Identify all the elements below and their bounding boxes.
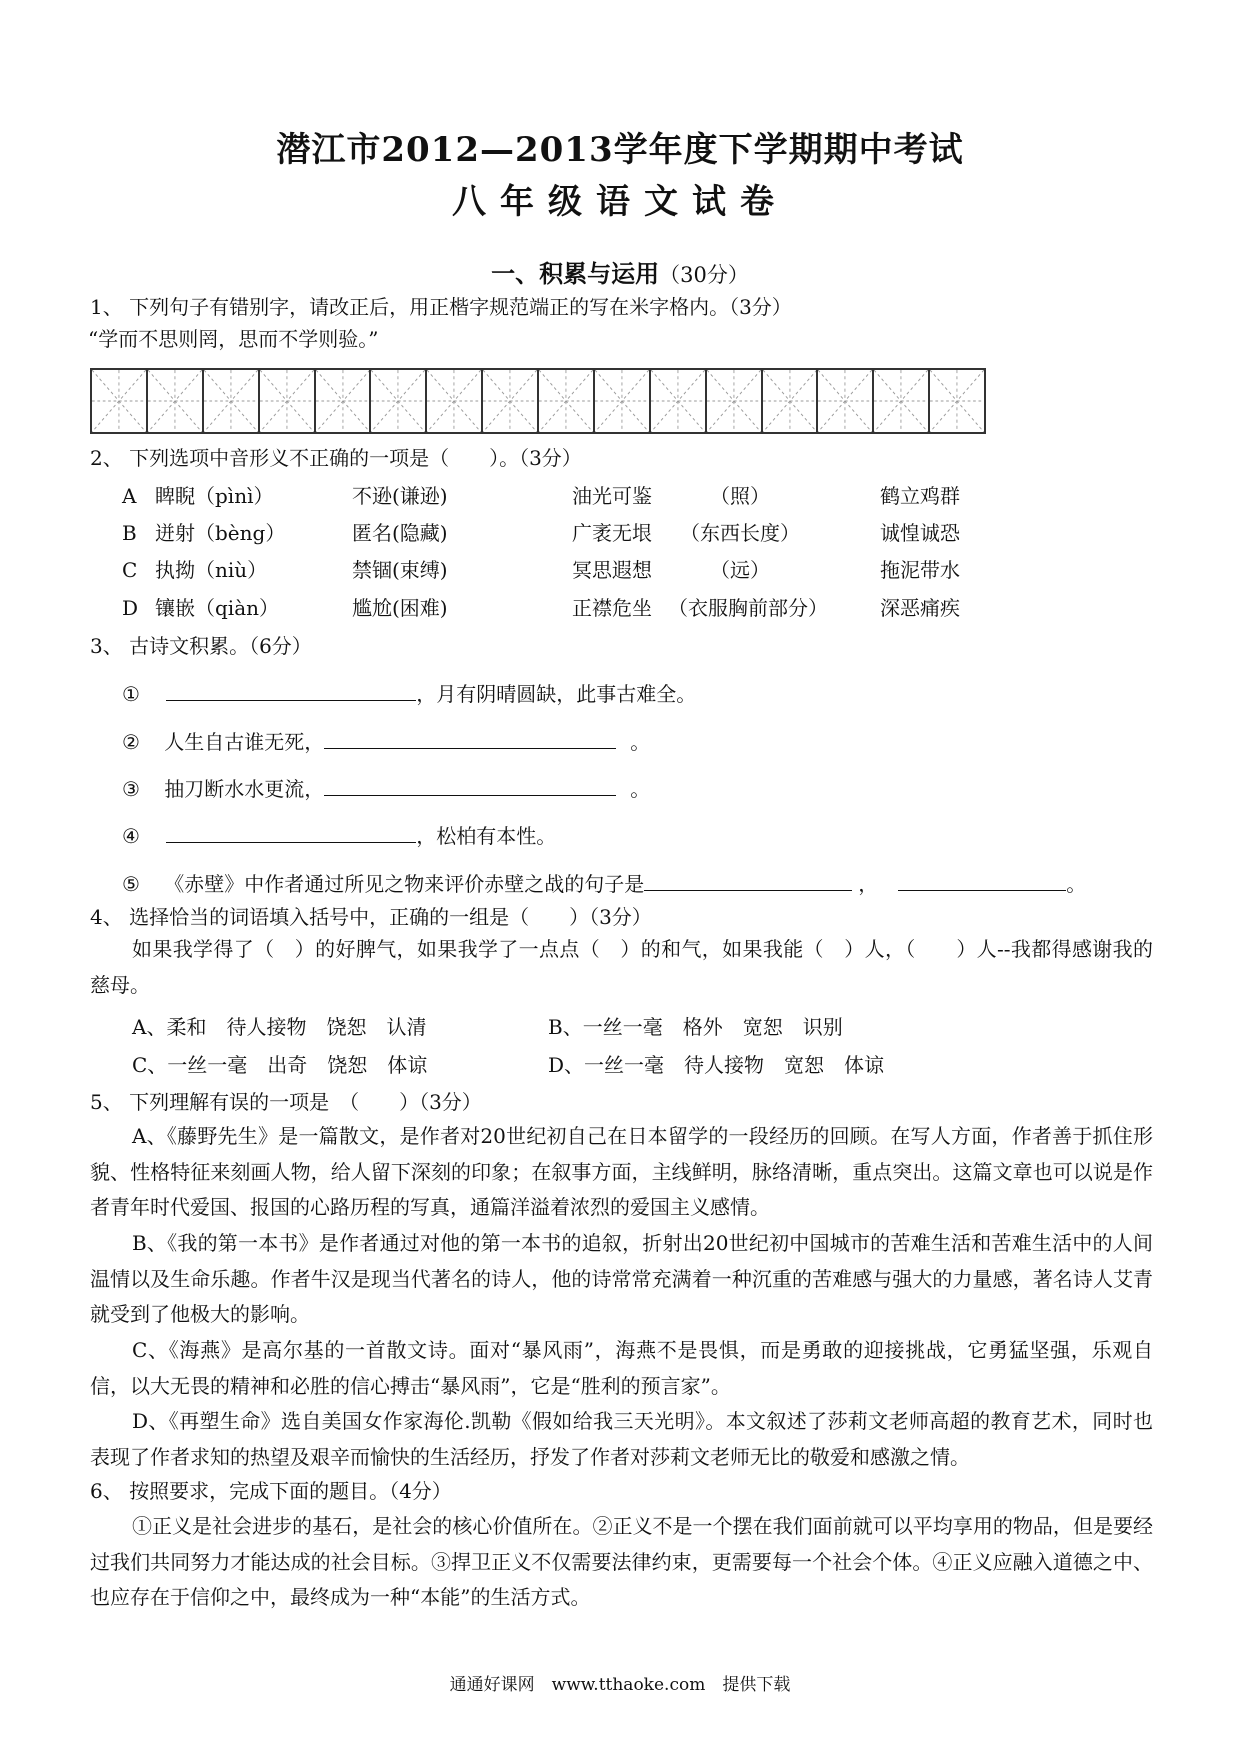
mizi-cell[interactable] bbox=[371, 370, 427, 432]
q2-option-col3-gloss: （照） bbox=[710, 484, 770, 508]
q3-item-mark: ① bbox=[122, 682, 140, 706]
mizi-guide-lines bbox=[371, 370, 425, 432]
mizi-cell[interactable] bbox=[260, 370, 316, 432]
q2-option-letter: A bbox=[122, 484, 137, 508]
mizi-guide-lines bbox=[204, 370, 258, 432]
q2-option-col2: 禁锢(束缚) bbox=[352, 558, 448, 582]
q3-answer-blank-2[interactable] bbox=[324, 726, 616, 749]
q5-option-d: D、《再塑生命》选自美国女作家海伦.凯勒《假如给我三天光明》。本文叙述了莎莉文老师高超的教育艺术，同时也表现了作者求知的热望及艰辛而愉快的生活经历，抒发了作者对莎莉文老师无比的敬爱和感激之情。 bbox=[90, 1409, 1153, 1469]
q3-item-after: 。 bbox=[630, 730, 651, 754]
exam-title-line2: 八年级语文试卷 bbox=[452, 182, 788, 222]
mizi-cell[interactable] bbox=[92, 370, 148, 432]
mizi-cell[interactable] bbox=[316, 370, 372, 432]
mizi-cell[interactable] bbox=[763, 370, 819, 432]
q4-option-d: D、一丝一毫 待人接物 宽恕 体谅 bbox=[548, 1053, 885, 1077]
q3-answer-blank-5b[interactable] bbox=[898, 868, 1066, 891]
q2-option-col4: 拖泥带水 bbox=[880, 558, 960, 582]
q3-item-after: 。 bbox=[630, 777, 651, 801]
q5-stem: 5、 下列理解有误的一项是 （ ）（3分） bbox=[90, 1090, 482, 1114]
mizi-guide-lines bbox=[763, 370, 817, 432]
q3-answer-blank-4[interactable] bbox=[166, 820, 416, 843]
q3-answer-blank-1[interactable] bbox=[166, 678, 416, 701]
q4-option-a: A、柔和 待人接物 饶恕 认清 bbox=[132, 1015, 427, 1039]
q2-option-col3-word: 冥思遐想 bbox=[572, 558, 652, 582]
mizi-guide-lines bbox=[595, 370, 649, 432]
q2-option-col2: 尴尬(困难) bbox=[352, 596, 448, 620]
q3-item-before: 人生自古谁无死， bbox=[164, 730, 325, 754]
q2-option-col1: 睥睨（pìnì） bbox=[155, 484, 274, 508]
q2-option-col3-word: 广袤无垠 bbox=[572, 521, 652, 545]
mizi-cell[interactable] bbox=[148, 370, 204, 432]
q2-option-col2: 不逊(谦逊) bbox=[352, 484, 448, 508]
q3-item-1 bbox=[122, 678, 696, 708]
q6-stem: 6、 按照要求，完成下面的题目。（4分） bbox=[90, 1479, 452, 1503]
q2-option-letter: C bbox=[122, 558, 138, 582]
q2-option-col1: 迸射（bèng） bbox=[155, 521, 286, 545]
q2-option-letter: D bbox=[122, 596, 139, 620]
q5-option-c: C、《海燕》是高尔基的一首散文诗。面对“暴风雨”，海燕不是畏惧，而是勇敢的迎接挑战，它勇猛坚强，乐观自信，以大无畏的精神和必胜的信心搏击“暴风雨”，它是“胜利的预言家”。 bbox=[90, 1338, 1153, 1398]
q3-item-before: 抽刀断水水更流， bbox=[164, 777, 325, 801]
mizi-cell[interactable] bbox=[874, 370, 930, 432]
q1-stem: 1、 下列句子有错别字，请改正后，用正楷字规范端正的写在米字格内。（3分） bbox=[90, 295, 792, 319]
q2-option-letter: B bbox=[122, 521, 137, 545]
mizi-cell[interactable] bbox=[427, 370, 483, 432]
q1-quote: “学而不思则罔，思而不学则验。” bbox=[88, 327, 379, 351]
mizi-cell[interactable] bbox=[707, 370, 763, 432]
mizi-guide-lines bbox=[483, 370, 537, 432]
mizi-guide-lines bbox=[427, 370, 481, 432]
section-title: 一、积累与运用 bbox=[491, 259, 660, 288]
q2-option-col1: 执拗（niù） bbox=[155, 558, 268, 582]
q2-option-col3-word: 正襟危坐 bbox=[572, 596, 652, 620]
mizi-cell[interactable] bbox=[818, 370, 874, 432]
q2-option-col4: 深恶痛疾 bbox=[880, 596, 960, 620]
mizi-guide-lines bbox=[92, 370, 146, 432]
mizi-guide-lines bbox=[818, 370, 872, 432]
mizi-grid[interactable] bbox=[90, 368, 986, 434]
q3-item-4 bbox=[122, 820, 556, 850]
q3-item-5 bbox=[122, 868, 1086, 898]
q3-item-3 bbox=[122, 773, 650, 803]
page-footer: 通通好课网 www.tthaoke.com 提供下载 bbox=[449, 1675, 791, 1695]
mizi-guide-lines bbox=[651, 370, 705, 432]
q4-option-c: C、一丝一毫 出奇 饶恕 体谅 bbox=[132, 1053, 428, 1077]
q3-item-mark: ② bbox=[122, 730, 140, 754]
q3-item-mid: ， bbox=[858, 872, 879, 896]
mizi-guide-lines bbox=[260, 370, 314, 432]
mizi-guide-lines bbox=[930, 370, 984, 432]
q2-option-col4: 鹤立鸡群 bbox=[880, 484, 960, 508]
q2-option-col3-word: 油光可鉴 bbox=[572, 484, 652, 508]
mizi-cell[interactable] bbox=[204, 370, 260, 432]
q5-option-a: A、《藤野先生》是一篇散文，是作者对20世纪初自己在日本留学的一段经历的回顾。在写人方面，作者善于抓住形貌、性格特征来刻画人物，给人留下深刻的印象；在叙事方面，主线鲜明，脉络清晰，重点突出。这篇文章也可以说是作者青年时代爱国、报国的心路历程的写真，通篇洋溢着浓烈的爱国主义感情。 bbox=[90, 1124, 1153, 1219]
q4-passage: 如果我学得了（ ）的好脾气，如果我学了一点点（ ）的和气，如果我能（ ）人，（ ）人--我都得感谢我的慈母。 bbox=[90, 937, 1153, 997]
q3-item-before: 《赤壁》中作者通过所见之物来评价赤壁之战的句子是 bbox=[164, 872, 645, 896]
q6-passage: ①正义是社会进步的基石，是社会的核心价值所在。②正义不是一个摆在我们面前就可以平均享用的物品，但是要经过我们共同努力才能达成的社会目标。③捍卫正义不仅需要法律约束，更需要每一个社会个体。④正义应融入道德之中、也应存在于信仰之中，最终成为一种“本能”的生活方式。 bbox=[90, 1514, 1153, 1609]
q2-option-col1: 镶嵌（qiàn） bbox=[155, 596, 280, 620]
mizi-cell[interactable] bbox=[651, 370, 707, 432]
mizi-guide-lines bbox=[148, 370, 202, 432]
q3-answer-blank-5a[interactable] bbox=[644, 868, 852, 891]
q2-option-col3-gloss: （东西长度） bbox=[680, 521, 800, 545]
mizi-guide-lines bbox=[707, 370, 761, 432]
mizi-cell[interactable] bbox=[930, 370, 986, 432]
q2-option-col4: 诚惶诚恐 bbox=[880, 521, 960, 545]
q3-item-after: ，松柏有本性。 bbox=[416, 824, 557, 848]
mizi-cell[interactable] bbox=[539, 370, 595, 432]
q3-item-after: ，月有阴晴圆缺，此事古难全。 bbox=[416, 682, 697, 706]
q2-option-col3-gloss: （远） bbox=[710, 558, 770, 582]
section-heading bbox=[0, 254, 1240, 289]
q3-item-mark: ④ bbox=[122, 824, 140, 848]
q2-stem: 2、 下列选项中音形义不正确的一项是（ ）。（3分） bbox=[90, 446, 582, 470]
q4-option-b: B、一丝一毫 格外 宽恕 识别 bbox=[548, 1015, 843, 1039]
mizi-guide-lines bbox=[874, 370, 928, 432]
section-points: （30分） bbox=[659, 263, 749, 287]
mizi-guide-lines bbox=[539, 370, 593, 432]
mizi-cell[interactable] bbox=[595, 370, 651, 432]
q3-answer-blank-3[interactable] bbox=[324, 773, 616, 796]
q3-item-mark: ⑤ bbox=[122, 872, 140, 896]
q3-item-after: 。 bbox=[1066, 872, 1087, 896]
q4-stem: 4、 选择恰当的词语填入括号中，正确的一组是（ ）（3分） bbox=[90, 905, 652, 929]
q5-option-b: B、《我的第一本书》是作者通过对他的第一本书的追叙，折射出20世纪初中国城市的苦难生活和苦难生活中的人间温情以及生命乐趣。作者牛汉是现当代著名的诗人，他的诗常常充满着一种沉重的苦难感与强大的力量感，著名诗人艾青就受到了他极大的影响。 bbox=[90, 1231, 1153, 1326]
mizi-guide-lines bbox=[316, 370, 370, 432]
q3-item-2 bbox=[122, 726, 650, 756]
mizi-cell[interactable] bbox=[483, 370, 539, 432]
exam-title-line1: 潜江市2012—2013学年度下学期期中考试 bbox=[276, 130, 964, 170]
q2-option-col2: 匿名(隐藏) bbox=[352, 521, 448, 545]
q2-option-col3-gloss: （衣服胸前部分） bbox=[668, 596, 828, 620]
q3-item-mark: ③ bbox=[122, 777, 140, 801]
q3-stem: 3、 古诗文积累。（6分） bbox=[90, 634, 312, 658]
